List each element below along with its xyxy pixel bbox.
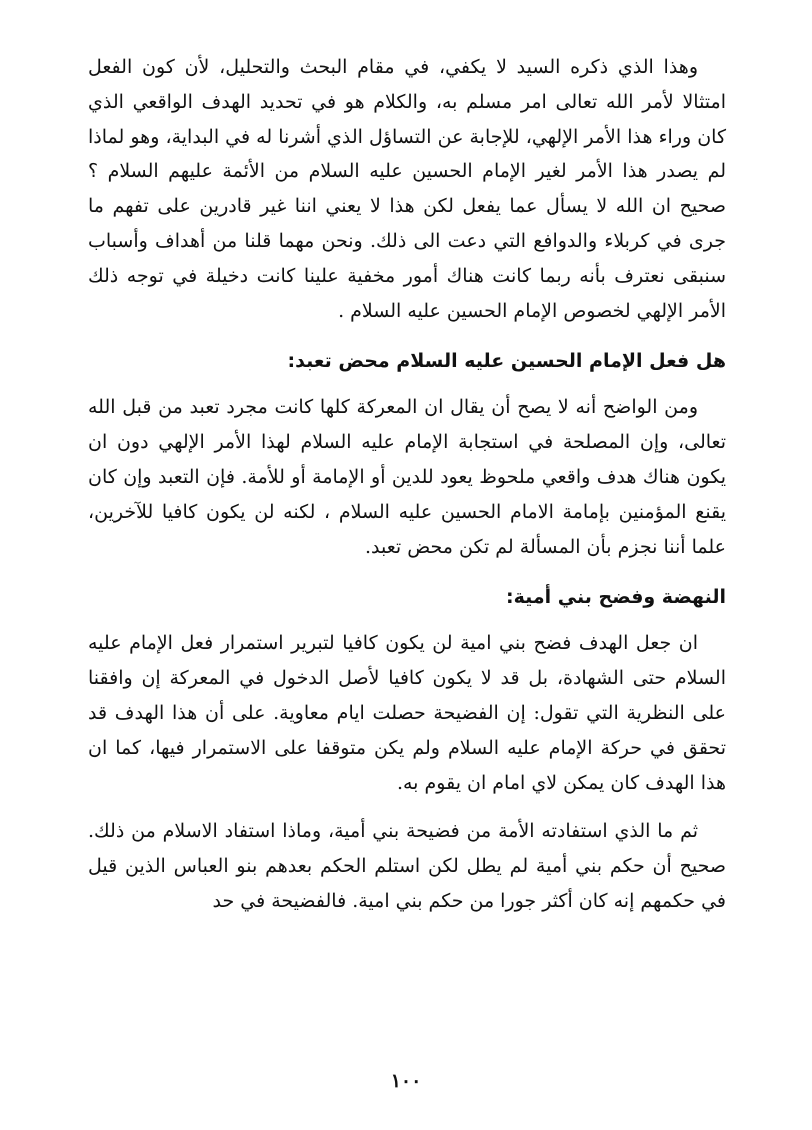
paragraph-3: ان جعل الهدف فضح بني امية لن يكون كافيا لتبرير استمرار فعل الإمام عليه السلام حتى الشهادة، بل قد لا يكون كافيا لأصل الدخول في المعركة إن وافقنا على النظرية التي تقول: إن الفضيحة حصلت ايام معاوية. على أن هذا الهدف قد تحقق في حركة الإمام عليه السلام ولم يكن متوقفا على الاستمرار فيها، كما ان هذا الهدف كان يمكن لاي امام ان يقوم به. [88, 632, 726, 794]
paragraph-1: وهذا الذي ذكره السيد لا يكفي، في مقام البحث والتحليل، لأن كون الفعل امتثالا لأمر الله تعالى امر مسلم به، والكلام هو في تحديد الهدف الواقعي الذي كان وراء هذا الأمر الإلهي، للإجابة عن التساؤل الذي أشرنا له في البداية، وهو لماذا لم يصدر هذا الأمر لغير الإمام الحسين عليه السلام من الأئمة عليهم السلام ؟ صحيح ان الله لا يسأل عما يفعل لكن هذا لا يعني اننا غير قادرين على تفهم ما جرى في كربلاء والدوافع التي دعت الى ذلك. ونحن مهما قلنا من أهداف وأسباب سنبقى نعترف بأنه ربما كانت هناك أمور مخفية علينا كانت دخيلة في توجه ذلك الأمر الإلهي لخصوص الإمام الحسين عليه السلام . [88, 56, 727, 322]
page-body [88, 50, 726, 919]
paragraph-4: ثم ما الذي استفادته الأمة من فضيحة بني أمية، وماذا استفاد الاسلام من ذلك. صحيح أن حكم بني أمية لم يطل لكن استلم الحكم بعدهم بنو العباس الذين قيل في حكمهم إنه كان أكثر جورا من حكم بني امية. فالفضيحة في حد [88, 820, 726, 912]
page-number: ١٠٠ [390, 1070, 422, 1092]
section-heading-uprising-exposure: النهضة وفضح بني أمية: [506, 586, 726, 609]
paragraph-2: ومن الواضح أنه لا يصح أن يقال ان المعركة كلها كانت مجرد تعبد من قبل الله تعالى، وإن المصلحة في استجابة الإمام عليه السلام لهذا الأمر الإلهي دون ان يكون هناك هدف واقعي ملحوظ يعود للدين أو الإمامة أو للأمة. فإن التعبد وإن كان يقنع المؤمنين بإمامة الامام الحسين عليه السلام ، لكنه لن يكون كافيا للآخرين، علما أننا نجزم بأن المسألة لم تكن محض تعبد. [88, 396, 726, 558]
section-heading-pure-worship: هل فعل الإمام الحسين عليه السلام محض تعبد: [287, 350, 726, 373]
